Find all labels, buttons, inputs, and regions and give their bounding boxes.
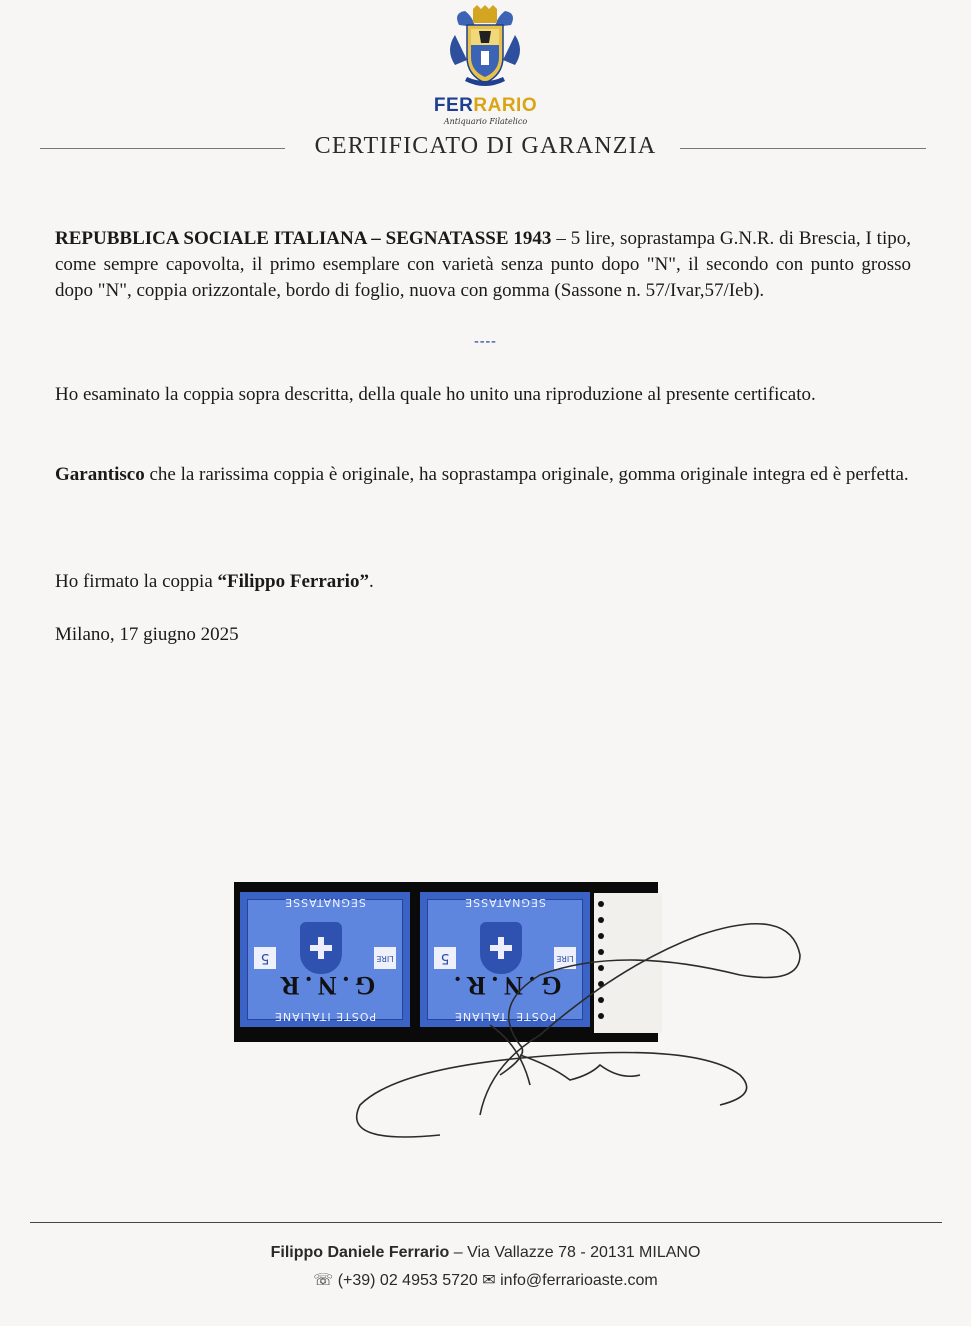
examination-statement: Ho esaminato la coppia sopra descritta, della quale ho unito una riproduzione al presente certificato. — [55, 384, 816, 405]
footer-company — [0, 1244, 971, 1262]
footer-rule — [30, 1222, 942, 1223]
brand-part-1: FER — [433, 95, 474, 116]
brand-logotype — [0, 95, 971, 117]
title-rule-right — [680, 148, 926, 149]
signed-name: “Filippo Ferrario” — [217, 571, 369, 592]
brand-tagline: Antiquario Filatelico — [443, 117, 528, 126]
guarantee-statement — [55, 462, 911, 488]
stamp-top-text: SEGNATASSE — [284, 896, 366, 909]
footer-email[interactable]: info@ferrarioaste.com — [500, 1272, 658, 1289]
separator: ---- — [474, 334, 497, 349]
brand-part-2: RARIO — [473, 95, 538, 116]
stamp-top-text: SEGNATASSE — [464, 896, 546, 909]
handwritten-signature — [320, 905, 820, 1145]
stamp-unit: LIRE — [554, 947, 576, 969]
stamp-unit: LIRE — [374, 947, 396, 969]
signed-prefix: Ho firmato la coppia — [55, 571, 218, 592]
footer-owner-name: Filippo Daniele Ferrario — [270, 1244, 450, 1261]
description-heading: REPUBBLICA SOCIALE ITALIANA – SEGNATASSE 1943 — [55, 228, 552, 249]
stamp-bottom-text: POSTE ITALIANE — [273, 1010, 377, 1023]
guarantee-text: che la rarissima coppia è originale, ha soprastampa originale, gomma originale integra ed è perfetta. — [144, 464, 909, 485]
signature-statement — [55, 569, 911, 595]
mail-icon: ✉ — [482, 1272, 496, 1289]
place-and-date: Milano, 17 giugno 2025 — [55, 624, 239, 645]
footer-phone: (+39) 02 4953 5720 — [337, 1272, 478, 1289]
stamp-bottom-text: POSTE ITALIANE — [453, 1010, 557, 1023]
certificate-title: CERTIFICATO DI GARANZIA — [314, 133, 657, 159]
phone-icon: ☏ — [313, 1272, 334, 1289]
stamp-overprint: G.N.R. — [448, 971, 562, 1000]
stamp-value: 5 — [434, 947, 456, 969]
coat-of-arms-logo — [445, 5, 525, 91]
stamp-overprint: G.N.R — [274, 971, 376, 1000]
stamp-value: 5 — [254, 947, 276, 969]
description-text: – 5 lire, soprastampa G.N.R. di Brescia, I tipo, come sempre capovolta, il primo esemplare con varietà senza punto dopo "N", il secondo con punto grosso dopo "N", coppia orizzontale, bordo di foglio, nuova con gomma (Sassone n. 57/Ivar,57/Ieb). — [55, 228, 911, 301]
guarantee-keyword: Garantisco — [55, 464, 145, 485]
signed-suffix: . — [368, 571, 374, 592]
stamp-description — [55, 226, 911, 304]
footer-contact — [0, 1270, 971, 1290]
footer-address: – Via Vallazze 78 - 20131 MILANO — [449, 1244, 701, 1261]
